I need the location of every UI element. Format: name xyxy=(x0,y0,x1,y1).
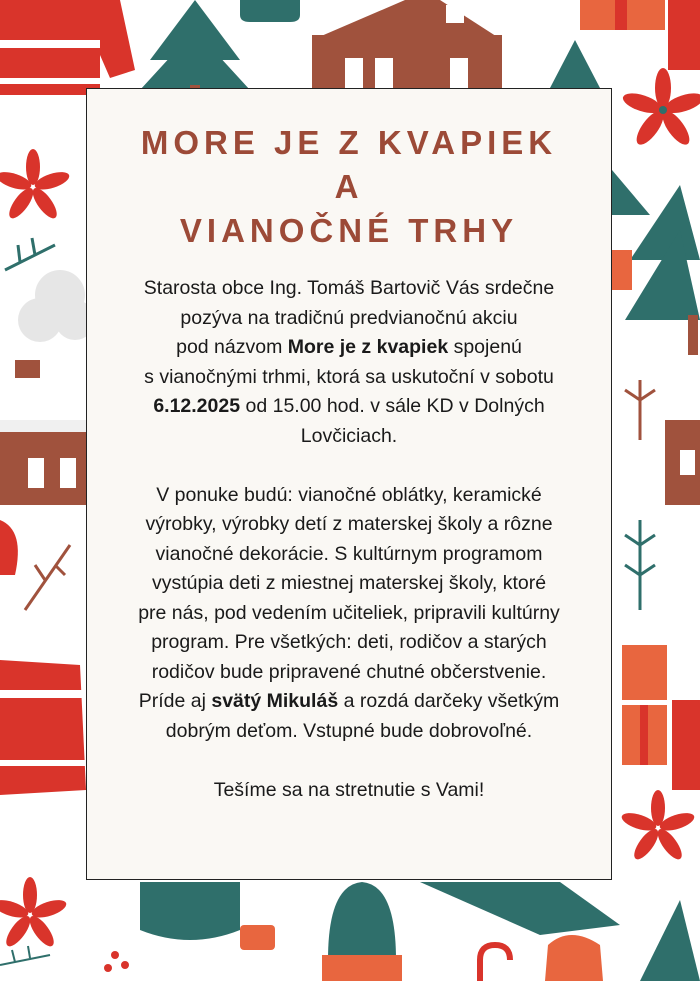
text-line: a rozdá darčeky všetkým xyxy=(338,690,560,712)
text-line: V ponuke budú: vianočné oblátky, keramické xyxy=(156,483,542,506)
text-line: spojenú xyxy=(448,336,522,358)
paragraph-2 xyxy=(95,481,603,747)
sweater-icon xyxy=(0,660,86,795)
text-line: vystúpia deti z miestnej materskej školy, ktoré xyxy=(151,572,547,594)
closing-line: Tešíme sa na stretnutie s Vami! xyxy=(213,778,485,801)
text-line: Starosta obce Ing. Tomáš Bartovič Vás srdečne xyxy=(143,277,555,299)
title-line-2: A xyxy=(334,168,364,205)
event-name: More je z kvapiek xyxy=(287,336,449,358)
house-icon xyxy=(665,420,700,505)
branch-icon xyxy=(25,545,70,610)
poinsettia-icon xyxy=(621,68,700,149)
mitten-icon xyxy=(140,882,240,940)
sweater-icon xyxy=(0,0,135,95)
invitation-body xyxy=(95,274,603,805)
mug-icon xyxy=(240,0,300,22)
paragraph-1 xyxy=(95,274,603,451)
poinsettia-icon xyxy=(0,149,71,222)
branch-icon xyxy=(625,380,655,440)
text-line: Lovčiciach. xyxy=(300,424,398,447)
gift-icon xyxy=(580,0,665,30)
event-date: 6.12.2025 xyxy=(153,395,241,417)
text-line: s vianočnými trhmi, ktorá sa uskutoční v sobotu xyxy=(144,365,554,388)
title-line-1: MORE JE Z KVAPIEK xyxy=(140,124,558,161)
mitten-icon xyxy=(545,935,603,981)
text-line: pod názvom xyxy=(176,336,288,358)
title-line-3: VIANOČNÉ TRHY xyxy=(179,212,519,249)
tree-icon xyxy=(640,900,700,981)
saint-nicholas: svätý Mikuláš xyxy=(211,690,339,712)
text-line: program. Pre všetkých: deti, rodičov a starých xyxy=(151,631,547,653)
text-line: rodičov bude pripravené chutné občerstvenie. xyxy=(151,660,547,683)
cloud-icon xyxy=(18,270,95,342)
poinsettia-icon xyxy=(0,877,68,950)
text-line: vianočné dekorácie. S kultúrnym programom xyxy=(155,542,543,565)
candy-cane-icon xyxy=(480,945,510,981)
house-icon xyxy=(312,0,502,95)
poinsettia-icon xyxy=(620,790,697,863)
invitation-title xyxy=(87,121,611,253)
text-line: pre nás, pod vedením učiteliek, pripravili kultúrny xyxy=(138,601,560,624)
text-line: dobrým deťom. Vstupné bude dobrovoľné. xyxy=(165,719,533,742)
text-line: Príde aj xyxy=(138,690,212,712)
text-line: výrobky, výrobky detí z materskej školy a rôzne xyxy=(145,513,553,535)
text-line: od 15.00 hod. v sále KD v Dolných xyxy=(240,395,545,417)
hat-icon xyxy=(322,882,402,981)
invitation-card xyxy=(86,88,612,880)
branch-icon xyxy=(5,238,55,270)
gift-icon xyxy=(622,645,667,765)
text-line: pozýva na tradičnú predvianočnú akciu xyxy=(180,306,518,329)
house-icon xyxy=(0,420,86,505)
